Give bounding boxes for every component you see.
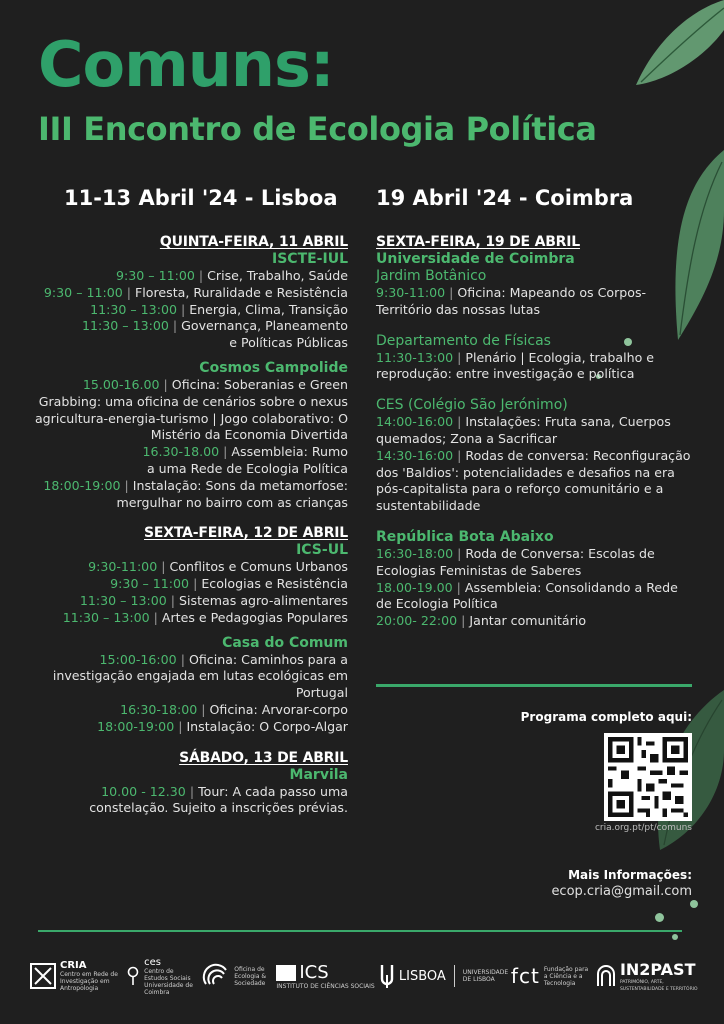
session-time: 9:30 – 11:00 (115, 268, 195, 283)
session-item: 10.00 - 12.30 | Tour: A cada passo uma constelação. Sujeito a inscrições prévias. (89, 783, 348, 816)
coimbra-schedule (376, 234, 696, 630)
program-label: Programa completo aqui: (520, 710, 692, 724)
session-title: Instalação: O Corpo-Algar (186, 718, 348, 734)
logo-ulisboa (379, 963, 507, 989)
logo-ics (276, 962, 374, 990)
venue-name: Cosmos Campolide (199, 359, 348, 376)
session-item: 9:30-11:00 | Oficina: Mapeando os Corpos-Território das nossas lutas (376, 285, 647, 317)
session-time: 16:30-18:00 (120, 701, 198, 717)
session-title: Instalação: Sons da metamorfose: mergulhar no bairro com as crianças (116, 477, 348, 510)
ics-name: ICS (299, 962, 329, 983)
session-title: Ecologias e Resistência (201, 576, 348, 592)
session-title: Crise, Trabalho, Saúde (207, 268, 348, 283)
ces-logo-icon (126, 966, 140, 986)
venue-name: República Bota Abaixo (376, 528, 554, 545)
session-title: Plenário | Ecologia, trabalho e reprodução: entre investigação e política (376, 349, 655, 382)
session-title: Roda de Conversa: Escolas de Ecologias Feministas de Saberes (376, 545, 655, 578)
session-time: 11:30-13:00 (376, 349, 454, 365)
ulisboa-name: LISBOA (398, 968, 446, 984)
session-item: 20:00- 22:00 | Jantar comunitário (376, 613, 587, 629)
ics-full-name: INSTITUTO DE CIÊNCIAS SOCIAIS (276, 983, 375, 990)
venue-name: Marvila (289, 766, 348, 783)
session-title: Oficina: Arvorar-corpo (209, 701, 348, 717)
session-title: Rodas de conversa: Reconfiguração dos 'Baldios': potencialidades e desafios na era pós-capitalista para o reforço comunitário e a sustentabilidade (376, 447, 691, 514)
decorative-dot (690, 900, 698, 908)
session-time: 11:30 – 13:00 (79, 592, 167, 608)
session-item: 16.30-18.00 | Assembleia: Rumo a uma Rede de Ecologia Política (142, 444, 348, 476)
day-heading: SÁBADO, 13 DE ABRIL (179, 749, 348, 766)
session-title: Oficina: Caminhos para a investigação engajada em lutas ecológicas em Portugal (52, 651, 348, 701)
session-title: Governança, Planeamento e Políticas Públicas (181, 318, 348, 351)
day-heading: SEXTA-FEIRA, 19 DE ABRIL (376, 234, 580, 250)
poster-subtitle: III Encontro de Ecologia Política (38, 110, 597, 148)
poster-title: Comuns: (38, 28, 334, 101)
qr-code-icon[interactable] (604, 733, 692, 821)
session-title: Artes e Pedagogias Populares (161, 609, 348, 625)
footer-divider (38, 930, 682, 932)
oficina-name: Oficina de Ecologia & Sociedade (234, 965, 267, 987)
session-item: 11:30 – 13:00 | Sistemas agro-alimentares (79, 592, 348, 608)
oficina-logo-icon (202, 962, 230, 990)
logo-oficina (202, 962, 272, 990)
ulisboa-logo-icon (379, 963, 395, 989)
lisbon-schedule (20, 234, 348, 817)
cria-logo-icon (30, 963, 56, 989)
session-time: 15.00-16.00 (82, 376, 160, 392)
venue-name: Casa do Comum (222, 634, 348, 651)
session-title: Conflitos e Comuns Urbanos (169, 559, 348, 575)
session-item: 14:30-16:00 | Rodas de conversa: Reconfiguração dos 'Baldios': potencialidades e desafios na era pós-capitalista para o reforço comunitário e a sustentabilidade (376, 447, 691, 514)
day-heading: QUINTA-FEIRA, 11 ABRIL (159, 234, 348, 250)
section-divider (376, 684, 692, 687)
session-title: Energia, Clima, Transição (189, 301, 348, 317)
session-time: 18:00-19:00 (97, 718, 175, 734)
session-item: 11:30 – 13:00 | Artes e Pedagogias Populares (62, 609, 348, 625)
day-heading: SEXTA-FEIRA, 12 DE ABRIL (144, 525, 348, 542)
session-item: 18:00-19:00 | Instalação: O Corpo-Algar (97, 718, 348, 734)
session-time: 11:30 – 13:00 (90, 301, 177, 317)
session-title: Instalações: Fruta sana, Cuerpos quemados; Zona a Sacrificar (376, 414, 671, 446)
session-time: 9:30 – 11:00 (110, 576, 190, 592)
session-time: 20:00- 22:00 (376, 613, 458, 629)
session-time: 18.00-19.00 (376, 579, 453, 595)
venue-subname: Jardim Botânico (376, 268, 487, 284)
cria-full-name: Centro em Rede de Investigação em Antropologia (60, 971, 118, 992)
venue-name: Universidade de Coimbra (376, 251, 575, 267)
session-title: Oficina: Mapeando os Corpos-Território das nossas lutas (376, 285, 647, 317)
session-item: 9:30-11:00 | Conflitos e Comuns Urbanos (88, 559, 348, 575)
in2past-name: IN2PAST (619, 959, 696, 979)
venue-name: CES (Colégio São Jerónimo) (376, 397, 568, 414)
venue-name: Departamento de Físicas (376, 332, 551, 349)
session-time: 16:30-18:00 (376, 545, 454, 561)
logo-ces (126, 957, 198, 996)
in2past-full-name: PATRIMÓNIO, ARTE, SUSTENTABILIDADE E TERRITÓRIO (619, 979, 698, 992)
session-item: 18:00-19:00 | Instalação: Sons da metamorfose: mergulhar no bairro com as crianças (43, 477, 348, 510)
session-time: 11:30 – 13:00 (62, 609, 150, 625)
logo-cria (30, 960, 122, 992)
session-title: Jantar comunitário (469, 613, 587, 629)
session-item: 16:30-18:00 | Oficina: Arvorar-corpo (120, 701, 348, 717)
session-time: 15:00-16:00 (99, 651, 177, 667)
ces-name: ces (144, 956, 161, 968)
session-time: 16.30-18.00 (142, 444, 220, 460)
session-item: 11:30-13:00 | Plenário | Ecologia, trabalho e reprodução: entre investigação e política (376, 349, 655, 382)
session-item: 16:30-18:00 | Roda de Conversa: Escolas de Ecologias Feministas de Saberes (376, 545, 655, 578)
session-time: 9:30 – 11:00 (43, 284, 123, 300)
session-title: Sistemas agro-alimentares (179, 592, 348, 608)
cria-name: CRIA (60, 960, 87, 971)
session-item: 15:00-16:00 | Oficina: Caminhos para a investigação engajada em lutas ecológicas em Portugal (52, 651, 348, 701)
sponsor-logos (30, 954, 700, 998)
lisbon-heading: 11-13 Abril '24 - Lisboa (64, 186, 338, 210)
decorative-dot (672, 934, 678, 940)
contact-email[interactable]: ecop.cria@gmail.com (551, 884, 692, 899)
session-time: 14:30-16:00 (376, 447, 454, 463)
session-title: Tour: A cada passo uma constelação. Sujeito a inscrições prévias. (89, 783, 348, 816)
session-item: 9:30 – 11:00 | Ecologias e Resistência (110, 576, 348, 592)
session-item: 14:00-16:00 | Instalações: Fruta sana, Cuerpos quemados; Zona a Sacrificar (376, 414, 671, 446)
program-url[interactable]: cria.org.pt/pt/comuns (594, 823, 692, 833)
session-title: Assembleia: Rumo a uma Rede de Ecologia Política (146, 444, 348, 476)
ces-full-name: Centro de Estudos Sociais Universidade de Coimbra (144, 967, 193, 996)
session-time: 14:00-16:00 (376, 414, 454, 430)
session-title: Floresta, Ruralidade e Resistência (135, 284, 348, 300)
decorative-dot (655, 913, 664, 922)
ics-logo-icon (276, 965, 296, 981)
ulisboa-full-name: UNIVERSIDADE DE LISBOA (462, 969, 509, 983)
session-title: Oficina: Soberanias e Green Grabbing: uma oficina de cenários sobre o nexus agricultura-energia-turismo | Jogo colaborativo: O Mistério da Economia Divertida (34, 376, 348, 443)
session-time: 10.00 - 12.30 (101, 783, 186, 799)
session-time: 9:30-11:00 (376, 285, 446, 300)
session-time: 18:00-19:00 (43, 477, 121, 493)
session-time: 11:30 – 13:00 (82, 318, 169, 334)
session-item: 9:30 – 11:00 | Floresta, Ruralidade e Resistência (43, 284, 348, 300)
logo-in2past (596, 960, 700, 993)
session-time: 9:30-11:00 (88, 559, 158, 575)
leaf-decoration-top-right (596, 0, 724, 100)
fct-name: fct (510, 964, 540, 988)
in2past-logo-icon (596, 965, 616, 987)
fct-full-name: Fundação para a Ciência e a Tecnologia (543, 965, 589, 987)
session-item: 18.00-19.00 | Assembleia: Consolidando a Rede de Ecologia Política (376, 579, 678, 612)
session-item: 15.00-16.00 | Oficina: Soberanias e Green Grabbing: uma oficina de cenários sobre o nexus agricultura-energia-turismo | Jogo colaborativo: O Mistério da Economia Divertida (34, 376, 348, 443)
session-item: 11:30 – 13:00 | Energia, Clima, Transição (90, 301, 348, 317)
venue-name: ISCTE-IUL (272, 251, 348, 267)
session-title: Assembleia: Consolidando a Rede de Ecologia Política (376, 579, 678, 612)
info-label: Mais Informações: (568, 868, 692, 882)
session-item: 9:30 – 11:00 | Crise, Trabalho, Saúde (115, 268, 348, 283)
session-item: 11:30 – 13:00 | Governança, Planeamento e Políticas Públicas (82, 318, 348, 351)
coimbra-heading: 19 Abril '24 - Coimbra (376, 186, 634, 210)
venue-name: ICS-UL (296, 542, 348, 559)
logo-fct (511, 964, 592, 988)
